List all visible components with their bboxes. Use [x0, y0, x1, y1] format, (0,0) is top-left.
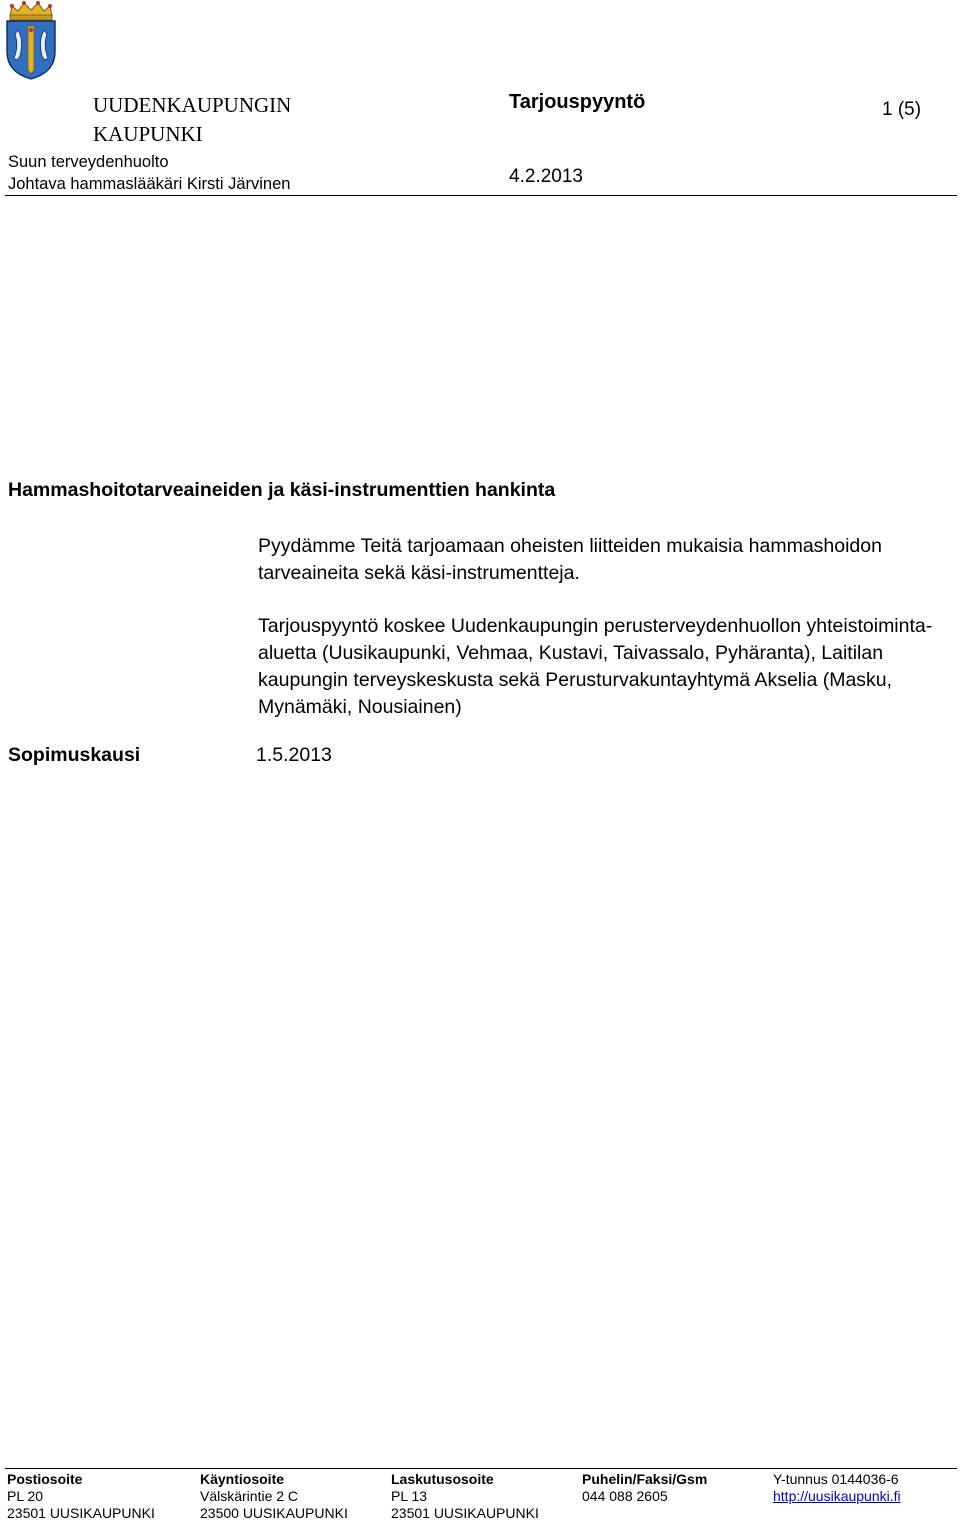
footer-column-title: Laskutusosoite: [391, 1471, 494, 1487]
coat-of-arms-crest-icon: [4, 0, 58, 80]
page-number: 1 (5): [882, 99, 922, 120]
document-heading: Hammashoitotarveaineiden ja käsi-instrumenttien hankinta: [8, 479, 556, 501]
contract-period-label: Sopimuskausi: [8, 744, 141, 766]
footer-column-title: Postiosoite: [7, 1471, 83, 1487]
website-link[interactable]: http://uusikaupunki.fi: [773, 1488, 901, 1504]
footer-column-business-id: [773, 1471, 901, 1505]
footer-divider: [5, 1468, 957, 1469]
footer-line: 23501 UUSIKAUPUNKI: [391, 1505, 539, 1521]
footer-line: PL 13: [391, 1488, 428, 1504]
document-type-title: Tarjouspyyntö: [509, 91, 646, 113]
footer-line: 044 088 2605: [582, 1488, 668, 1504]
organization-name-line2: KAUPUNKI: [93, 122, 203, 146]
body-paragraph-1: Pyydämme Teitä tarjoamaan oheisten liitteiden mukaisia hammashoidon tarveaineita sekä käsi-instrumentteja.: [258, 535, 882, 584]
footer-line: 23501 UUSIKAUPUNKI: [7, 1505, 155, 1521]
body-paragraph-2: Tarjouspyyntö koskee Uudenkaupungin perusterveydenhuollon yhteistoiminta-aluetta (Uusikaupunki, Vehmaa, Kustavi, Taivassalo, Pyhäranta), Laitilan kaupungin terveyskeskusta sekä Perusturvakuntayhtymä Akselia (Masku, Mynämäki, Nousiainen): [258, 615, 933, 718]
header-divider: [5, 195, 957, 196]
footer-line: 23500 UUSIKAUPUNKI: [200, 1505, 348, 1521]
document-date: 4.2.2013: [509, 166, 583, 187]
footer-column-title: Käyntiosoite: [200, 1471, 285, 1487]
footer-column-visiting-address: [200, 1471, 348, 1522]
business-id: Y-tunnus 0144036-6: [773, 1471, 899, 1487]
footer-line: Välskärintie 2 C: [200, 1488, 299, 1504]
department-name: Suun terveydenhuolto: [8, 153, 169, 171]
organization-name-line1: UUDENKAUPUNGIN: [93, 93, 292, 117]
footer-column-title: Puhelin/Faksi/Gsm: [582, 1471, 708, 1487]
author-name: Johtava hammaslääkäri Kirsti Järvinen: [8, 175, 291, 193]
body-text: [258, 533, 938, 721]
footer-line: PL 20: [7, 1488, 44, 1504]
footer-column-billing-address: [391, 1471, 539, 1522]
contract-period-value: 1.5.2013: [256, 744, 332, 766]
footer-column-phone: [582, 1471, 707, 1505]
footer-column-postal-address: [7, 1471, 155, 1522]
